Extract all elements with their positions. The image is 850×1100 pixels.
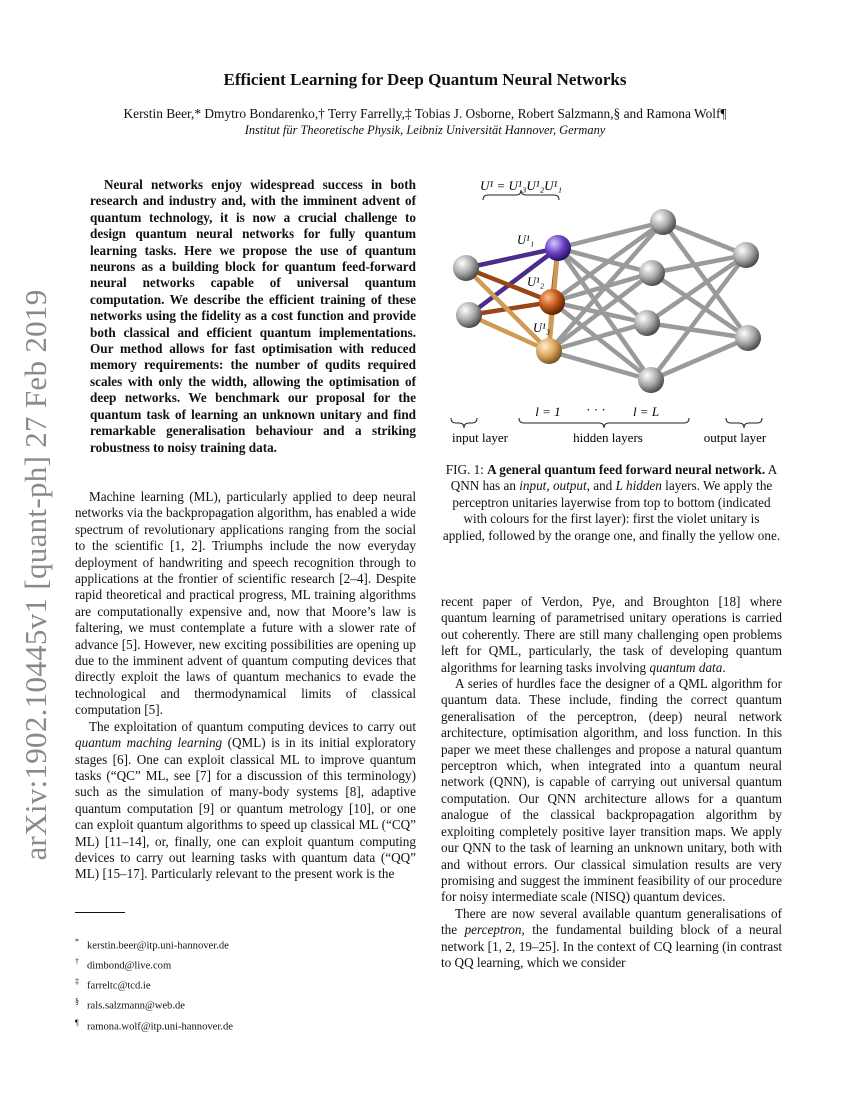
author-list: Kerstin Beer,* Dmytro Bondarenko,† Terry Farrelly,‡ Tobias J. Osborne, Robert Salzmann,§ and Ramona Wolf¶ [123,106,727,121]
arxiv-identifier: arXiv:1902.10445v1 [quant-ph] 27 Feb 2019 [18,289,53,861]
hidden-layers-label: hidden layers [573,430,643,445]
hidden-node-violet [545,235,571,261]
hidden-node [634,310,660,336]
paper-title: Efficient Learning for Deep Quantum Neural Networks [223,70,627,89]
right-paragraph-1: recent paper of Verdon, Pye, and Broughton [18] where quantum learning of parametrised unitary operations is carried out coherently. There are still many challenging open problems left for QML, particularly, the task of developing quantum algorithms for learning tasks involving quantum data. [441,594,782,675]
network-edges [549,222,748,380]
footnote-item: ¶ ramona.wolf@itp.uni-hannover.de [75,1017,233,1033]
dots-label: · · · [586,402,606,417]
footnote-rule [75,912,125,913]
right-paragraph-2: A series of hurdles face the designer of a QML algorithm for quantum data. These include, finding the correct quantum generalisation of the perceptron, (deep) neural network architecture, optimisation algorithm, and loss function. In this paper we meet these challenges and propose a natural quantum perceptron which, when integrated into a quantum neural network (QNN), is capable of carrying out universal quantum computation. Our QNN architecture allows for a quantum analogue of the classical backpropagation algorithm by exploiting completely positive layer transition maps. We apply our QNN to the task of learning an unknown unitary, both with and without errors. Our classical simulation results are very promising and suggest the imminent feasibility of our procedure for noisy intermediate scale (NISQ) quantum devices. [441,676,782,905]
lL-label: l = L [632,404,660,419]
arxiv-sidebar [8,255,64,895]
abstract-text: Neural networks enjoy widespread success in both research and industry and, with the imminent advent of quantum technology, it is now a crucial challenge to design quantum neural networks for fully quantum learning tasks. Here we propose the use of quantum neurons as a building block for quantum feed-forward neural networks capable of universal quantum computation. We describe the efficient training of these networks using the fidelity as a cost function and provide both classical and efficient quantum implementations. Our method allows for fast optimisation with reduced memory requirements: the number of qudits required scales with only the width, allowing the optimisation of deep networks. We benchmark our proposal for the quantum task of learning an unknown unitary and find remarkable generalisation behaviour and a striking robustness to noisy training data. [90,177,416,455]
output-layer-label: output layer [703,430,767,445]
output-node [733,242,759,268]
right-column-body [441,594,782,971]
l1-label: l = 1 [535,404,561,419]
input-brace [451,418,477,428]
affiliation: Institut für Theoretische Physik, Leibniz Universität Hannover, Germany [244,123,606,137]
u3-label: U¹₃ [533,321,551,335]
abstract [90,177,416,456]
footnote-item: § rals.salzmann@web.de [75,997,186,1012]
input-node [453,255,479,281]
left-column-body [75,489,416,883]
hidden-node-yellow [536,338,562,364]
hidden-brace [519,418,689,428]
footnote-item: * kerstin.beer@itp.uni-hannover.de [75,937,229,952]
input-node [456,302,482,328]
figure-caption: FIG. 1: A general quantum feed forward neural network. A QNN has an input, output, and L hidden layers. We apply the perceptron unitaries layerwise from top to bottom (indicated with colours for the first layer): first the violet unitary is applied, followed by the orange one, and finally the yellow one. [442,462,781,543]
hidden-node-orange [539,289,565,315]
intro-paragraph-1: Machine learning (ML), particularly applied to deep neural networks via the backpropagation algorithm, has enabled a wide spectrum of revolutionary applications ranging from the social to the scientific [1, 2]. Triumphs include the now everyday deployment of handwriting and speech recognition through to applications at the frontier of scientific research [2–4]. Despite rapid theoretical and practical progress, ML training algorithms are computationally expensive and, now that Moore’s law is faltering, we must contemplate a future with a slower rate of advance [5]. However, new exciting possibilities are opening up due to the imminent advent of quantum computing devices that directly exploit the laws of quantum mechanics to evade the technological and thermodynamical limits of classical computation [5]. [75,489,416,718]
u2-label: U¹₂ [527,275,545,289]
qnn-figure [441,170,782,450]
u1-label: U¹₁ [517,233,535,247]
output-brace [726,418,762,428]
output-node [735,325,761,351]
intro-paragraph-2: The exploitation of quantum computing devices to carry out quantum maching learning (QML) is in its initial exploratory stages [6]. One can exploit classical ML to improve quantum tasks (“QC” ML, see [7] for a discussion of this terminology) such as the simulation of many-body systems [8], adaptive quantum computation [9] or quantum metrology [10], or one can exploit quantum algorithms to speed up classical ML (“CQ” ML) [11–14], or, finally, one can exploit quantum computing devices to carry out learning tasks with quantum data (“QQ” ML) [15–17]. Particularly relevant to the present work is the [75,718,416,882]
footnote-item: ‡ farreltc@tcd.ie [75,977,151,992]
footnote-item: † dimbond@live.com [75,957,172,972]
hidden-node [638,367,664,393]
hidden-node [639,260,665,286]
input-layer-label: input layer [452,430,508,445]
unitary-label: U¹ = U¹₃U¹₂U¹₁ [480,178,562,193]
right-paragraph-3: There are now several available quantum generalisations of the perceptron, the fundamental building block of a neural network [1, 2, 19–25]. In the context of CQ learning (in contrast to QQ learning, which we consider [441,905,782,970]
footnotes [75,934,415,1035]
hidden-node [650,209,676,235]
